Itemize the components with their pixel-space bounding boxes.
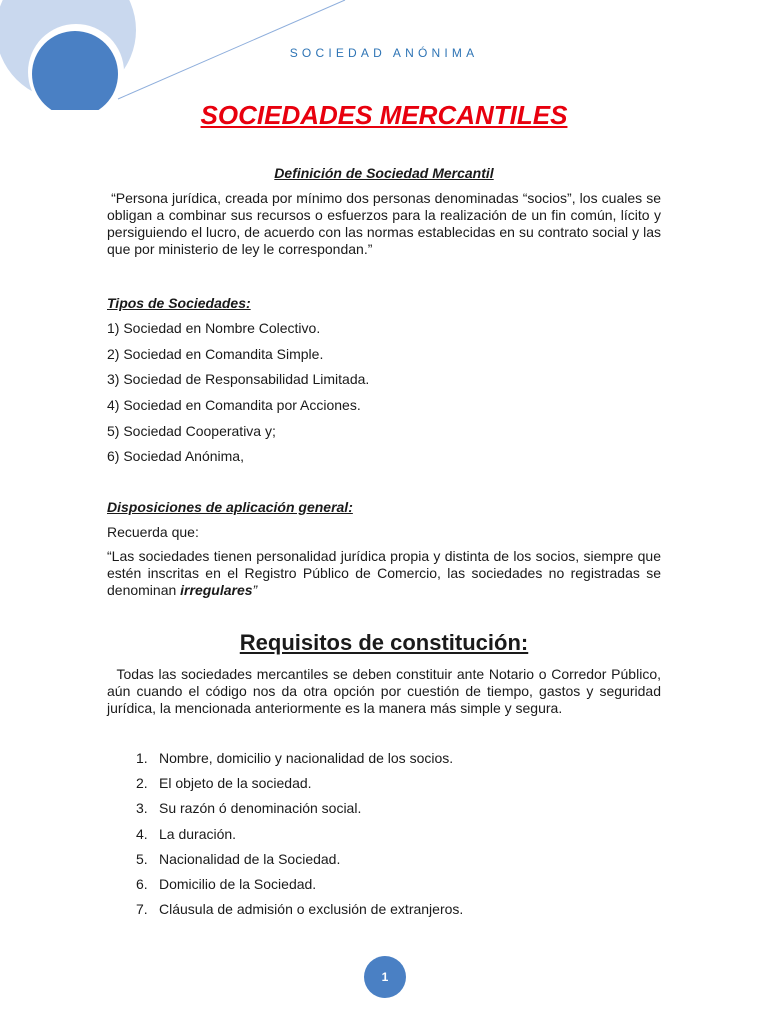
list-item — [136, 876, 463, 901]
item-text: Nombre, domicilio y nacionalidad de los socios. — [159, 750, 454, 766]
quote-main: “Las sociedades tienen personalidad jurídica propia y distinta de los socios, siempre que estén inscritas en el Registro Público de Comercio, las sociedades no registradas se denominan — [107, 548, 661, 598]
requisitos-paragraph: Todas las sociedades mercantiles se deben constituir ante Notario o Corredor Público, aún cuando el código nos da otra opción por cuestión de tiempo, gastos y seguridad jurídica, la mencionada anteriormente es la manera más simple y segura. — [107, 666, 661, 716]
list-item — [136, 775, 463, 800]
tipos-list — [107, 320, 369, 474]
disposiciones-quote — [107, 548, 661, 599]
list-item: 2) Sociedad en Comandita Simple. — [107, 345, 324, 362]
list-item: 1) Sociedad en Nombre Colectivo. — [107, 320, 321, 336]
definition-heading: Definición de Sociedad Mercantil — [274, 165, 494, 181]
item-number: 2. — [136, 775, 148, 792]
list-item — [136, 800, 463, 825]
running-header: SOCIEDAD ANÓNIMA — [289, 46, 479, 60]
list-item — [136, 851, 463, 876]
list-item: 4) Sociedad en Comandita por Acciones. — [107, 397, 361, 414]
list-item — [136, 901, 463, 926]
definition-paragraph: “Persona jurídica, creada por mínimo dos personas denominadas “socios”, los cuales se obligan a combinar sus recursos o esfuerzos para la realización de un fin común, lícito y persiguiendo el lucro, de acuerdo con las normas establecidas en su contrato social y las que por ministerio de ley le correspondan.” — [107, 190, 661, 257]
disposiciones-heading: Disposiciones de aplicación general: — [107, 499, 353, 515]
item-text: Nacionalidad de la Sociedad. — [159, 850, 341, 867]
tipos-heading: Tipos de Sociedades: — [107, 295, 251, 311]
item-number: 3. — [136, 800, 148, 817]
requisitos-heading: Requisitos de constitución: — [239, 630, 529, 655]
item-number: 4. — [136, 825, 148, 842]
item-number: 7. — [136, 901, 148, 918]
page-number-badge: 1 — [364, 956, 406, 998]
item-text: Domicilio de la Sociedad. — [159, 875, 317, 892]
item-text: La duración. — [159, 825, 237, 842]
page-title: SOCIEDADES MERCANTILES — [200, 100, 568, 130]
list-item — [136, 826, 463, 851]
item-number: 1. — [136, 750, 148, 766]
item-text: Cláusula de admisión o exclusión de extranjeros. — [159, 901, 464, 918]
list-item: 6) Sociedad Anónima, — [107, 448, 244, 465]
requisitos-list — [136, 750, 463, 926]
quote-emphasis: irregulares — [180, 582, 253, 598]
list-item — [136, 750, 463, 775]
item-number: 6. — [136, 875, 148, 892]
list-item: 3) Sociedad de Responsabilidad Limitada. — [107, 371, 370, 388]
item-number: 5. — [136, 850, 148, 867]
list-item: 5) Sociedad Cooperativa y; — [107, 422, 276, 439]
item-text: El objeto de la sociedad. — [159, 775, 312, 792]
disposiciones-intro: Recuerda que: — [107, 524, 199, 540]
quote-end: ” — [252, 582, 258, 598]
item-text: Su razón ó denominación social. — [159, 800, 362, 817]
